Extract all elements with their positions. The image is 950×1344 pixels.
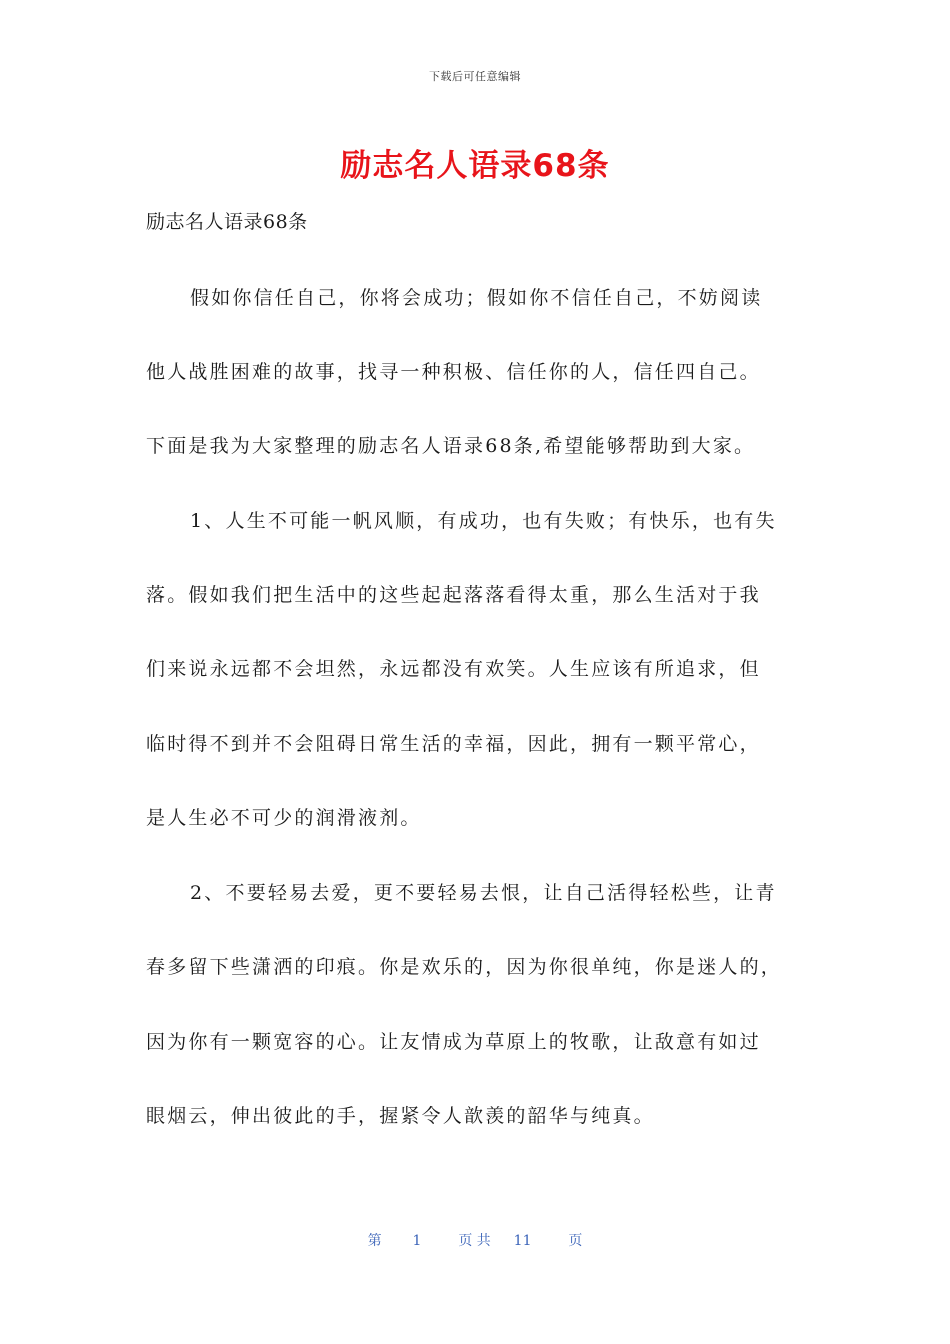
paragraph-line: 他人战胜困难的故事，找寻一种积极、信任你的人，信任四自己。: [146, 361, 761, 383]
footer-middle: 页 共: [458, 1233, 491, 1249]
paragraph-line: 是人生必不可少的润滑液剂。: [146, 807, 422, 829]
document-subtitle: 励志名人语录68条: [146, 211, 308, 233]
paragraph-line: 春多留下些潇洒的印痕。你是欢乐的，因为你很单纯，你是迷人的，: [146, 956, 783, 978]
footer-suffix: 页: [568, 1233, 583, 1249]
page-footer: [0, 1230, 950, 1250]
footer-total-pages: 11: [513, 1233, 532, 1249]
paragraph-line: 因为你有一颗宽容的心。让友情成为草原上的牧歌，让敌意有如过: [146, 1031, 761, 1053]
paragraph-line: 眼烟云，伸出彼此的手，握紧令人歆羡的韶华与纯真。: [146, 1105, 655, 1127]
document-title: 励志名人语录68条: [340, 148, 610, 184]
footer-current-page: 1: [412, 1233, 422, 1249]
paragraph-line: 2、不要轻易去爱，更不要轻易去恨，让自己活得轻松些，让青: [190, 882, 777, 904]
footer-prefix: 第: [367, 1233, 382, 1249]
paragraph-line: 1、人生不可能一帆风顺，有成功，也有失败；有快乐，也有失: [190, 510, 777, 532]
paragraph-line: 们来说永远都不会坦然，永远都没有欢笑。人生应该有所追求，但: [146, 658, 761, 680]
paragraph-line: 假如你信任自己，你将会成功；假如你不信任自己，不妨阅读: [190, 287, 763, 309]
paragraph-line: 临时得不到并不会阻碍日常生活的幸福，因此，拥有一颗平常心，: [146, 733, 761, 755]
paragraph-line: 落。假如我们把生活中的这些起起落落看得太重，那么生活对于我: [146, 584, 761, 606]
paragraph-line: 下面是我为大家整理的励志名人语录68条,希望能够帮助到大家。: [146, 435, 756, 457]
header-note: 下载后可任意编辑: [429, 70, 521, 83]
